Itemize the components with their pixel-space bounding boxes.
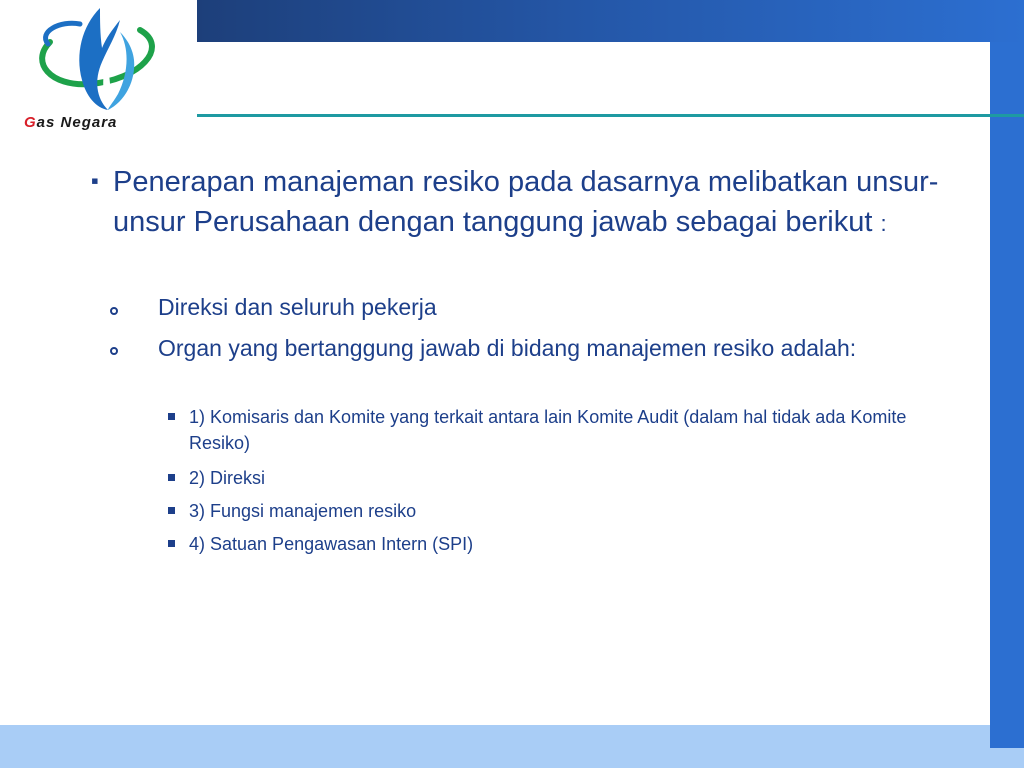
square-bullet-icon xyxy=(168,540,175,547)
logo-text: Gas Negara xyxy=(24,114,118,131)
square-bullet-icon: ▪ xyxy=(91,168,99,193)
circle-bullet-icon xyxy=(110,347,118,355)
circle-bullet-icon xyxy=(110,307,118,315)
square-bullet-icon xyxy=(168,413,175,420)
organ-item-2: 2) Direksi xyxy=(189,468,266,488)
organ-item-1: 1) Komisaris dan Komite yang terkait antara lain Komite Audit (dalam hal tidak ada Komite Resiko) xyxy=(189,407,907,453)
square-bullet-icon xyxy=(168,507,175,514)
right-side-bar xyxy=(990,42,1024,748)
header-bar xyxy=(197,0,1024,42)
sub-point-1: Direksi dan seluruh pekerja xyxy=(158,294,437,320)
footer-corner-bar xyxy=(990,725,1024,748)
organ-item-4: 4) Satuan Pengawasan Intern (SPI) xyxy=(189,534,474,554)
square-bullet-icon xyxy=(168,474,175,481)
footer-bar xyxy=(0,725,1024,768)
sub-point-2: Organ yang bertanggung jawab di bidang manajemen resiko adalah: xyxy=(158,335,857,361)
header-divider-line xyxy=(197,114,1024,117)
organ-item-3: 3) Fungsi manajemen resiko xyxy=(189,501,417,521)
main-point: Penerapan manajeman resiko pada dasarnya melibatkan unsur-unsur Perusahaan dengan tanggung jawab sebagai berikut : xyxy=(113,166,939,238)
